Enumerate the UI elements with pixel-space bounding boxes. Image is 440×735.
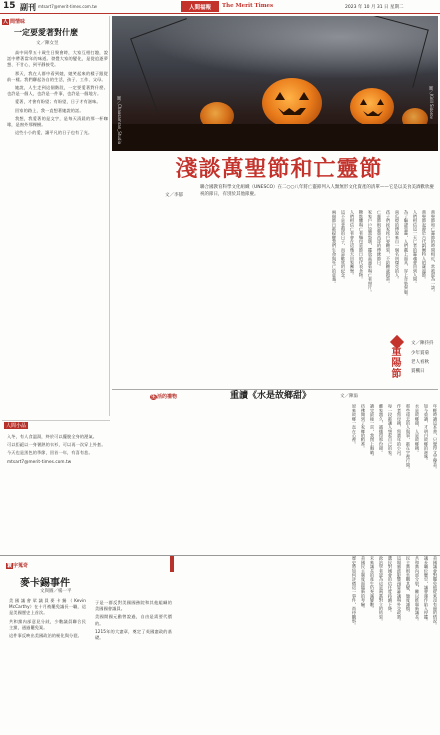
tag-mark: 人 — [3, 19, 9, 25]
paragraph: 1215年的大憲章，奠定了英國憲政的基礎。 — [95, 628, 172, 641]
paragraph: 這件事反映出美國政治的極化與分裂。 — [9, 633, 82, 639]
tag-label: 宇蒐奇 — [13, 563, 29, 569]
article-body — [112, 404, 438, 554]
paragraph: mtsart7@merit-times.com.tw — [7, 458, 72, 464]
photo-credit: 圖／Kirill Sidorov — [429, 86, 434, 119]
paragraph: 她說，人生走到這個階段，一定要愛著對什麼。也許是一個人，也許是一件事，也許是一個地方。 — [7, 85, 108, 97]
paragraph: 美國民主制度面臨新的考驗。 — [361, 556, 366, 611]
paragraph: 那天，我在人群中看到她，她笑起來的樣子跟從前一樣。我們聊起各自的生活，孩子、工作、父母。 — [7, 70, 108, 82]
paragraph: 民主黨則坐觀其變，態度謹慎。 — [406, 556, 411, 615]
photo-credit: 圖／Chaosamran_Studio — [117, 96, 122, 145]
tag-mark: 寰 — [7, 563, 13, 569]
poem-author: 文／陳抖抖 — [411, 341, 434, 346]
column-tag — [6, 562, 28, 569]
paragraph: 美國開國元勳曾說過，自由是需要代價的。 — [95, 614, 172, 626]
article-author: 文／陳溢 — [340, 394, 358, 399]
poem-title: 重陽節 — [389, 346, 400, 379]
poem-line: 少年賞菊 — [411, 351, 429, 356]
paragraph: 萬聖節和亡靈節的時間相近，常被混為一談。 — [431, 210, 436, 294]
pumpkin — [262, 78, 322, 128]
paragraph: 美國議會對罷免他從來沒有過的情況。 — [433, 556, 438, 628]
paragraph: 今天也是黑色的季節，回首一年，有喜有悲。 — [7, 450, 93, 456]
issue-date: 2023 年 10 月 31 日 星期二 — [345, 5, 404, 10]
article-title: 重讀《水是故鄉甜》 — [230, 391, 312, 401]
poem-line: 賞楓日 — [411, 369, 425, 374]
paragraph: 離家越久，越懂得那份甜。 — [379, 404, 384, 455]
paragraph: 為了驅趕惡靈，人們戴上面具、穿上奇裝異服。 — [404, 210, 409, 298]
newspaper-logo: 人間福報 — [181, 1, 219, 12]
paragraph: 我想，我愛著的是文字，是每天清晨的那一杯咖啡，是窗外那棵樹。 — [7, 115, 108, 128]
paragraph: 高中同學五十歲生日聚會時，大家互相打趣，說話中帶著當年的味道。發覺大家的變化，是從追逐夢想、不甘心，到平靜接受。 — [7, 50, 108, 68]
small-column-body — [4, 434, 108, 530]
paragraph: 共和黨內部意見分歧，少數議員聯合民主黨，通過罷免案。 — [9, 618, 86, 630]
paragraph: 萬聖節起源於古代凱爾特人的薩溫節。 — [422, 210, 427, 282]
tag-label: 間情味 — [10, 19, 26, 25]
paragraph: 年輕時讀這本書，只覺得文字優美。 — [433, 404, 438, 472]
paragraph: 政治學者認為這是兩黨對立的結果。 — [379, 556, 384, 624]
article-body — [6, 598, 86, 730]
paragraph: 這些小小的愛，讓平凡的日子也有了光。 — [15, 130, 93, 136]
paragraph: 歷史將如何評價這一事件，尚待觀察。 — [352, 556, 357, 628]
article-body — [92, 600, 172, 732]
paragraph: 水是故鄉甜，人是故鄉親。 — [415, 404, 420, 455]
tag-label: 活的禮物 — [157, 394, 178, 400]
paragraph: 每一段都讓人想起自己的家。 — [388, 404, 393, 459]
poem-line: 老人看秋 — [411, 360, 429, 365]
paragraph: 人們相信這一天亡者的靈魂會回到人間。 — [413, 210, 418, 286]
paragraph: 糖骷髏與亡者麵包是節日的代表食物。 — [359, 210, 364, 282]
paragraph: 人們相信亡者會在這幾天回家團聚。 — [350, 210, 355, 278]
column-tag — [2, 18, 25, 25]
paragraph: 作者寫母親，寫童年的小河。 — [397, 404, 402, 459]
paragraph: 子是一群反對美國國務院和其他組織的美國國會議員。 — [95, 600, 172, 612]
paragraph: 這不是悲傷的日子，而是歡欣的紀念。 — [341, 210, 346, 282]
masthead-english: The Merit Times — [222, 3, 274, 9]
header-email: mtsart7@merit-times.com.tw — [38, 4, 97, 9]
paragraph: 共和黨內部分裂，難以推舉新議長。 — [415, 556, 420, 624]
paragraph: 讀完最後一頁，我閉上眼睛。 — [370, 404, 375, 459]
paragraph: 美國議會眾議員麥卡錫（Kevin McCarthy）在十月被罷免議長一職，這是美國歷史上首次。 — [9, 598, 86, 616]
main-intro: 聯合國教育科學文化組織（UNESCO）在二○○八年將亡靈節列入人類無形文化資產的清單——它是以美食美酒歡欣慶祝的節日，有別於其他節慶。 — [200, 185, 434, 197]
paragraph: 南瓜燈的傳說來自一個名叫傑克的人。 — [395, 210, 400, 282]
paragraph: 議長職位懸空，議會運作陷入停擺。 — [424, 556, 429, 624]
paragraph: 孩子們挨家挨戶要糖果，不給糖就搗蛋。 — [386, 210, 391, 286]
paragraph: 家家戶戶設置祭壇，擺放萬壽菊與亡者照片。 — [368, 210, 373, 294]
article-title: 麥卡錫事件 — [20, 578, 70, 589]
page-number: 15 — [3, 1, 16, 11]
paragraph: 這場風波影響預算審議與外交政策。 — [397, 556, 402, 624]
article-title: 一定要愛著對什麼 — [14, 28, 78, 37]
column-tag — [150, 393, 177, 400]
paragraph: 可以拒絕以一身暑熱的衣衫，可以再一次穿上外套。 — [7, 442, 106, 448]
paragraph: 入冬，有人食溫湯，終於可以擺脫全身的溼氣。 — [7, 434, 98, 439]
paragraph: 如今重讀，才明白故鄉的滋味。 — [424, 404, 429, 463]
article-author: 文與圖／楊一平 — [40, 589, 72, 594]
article-author: 文／陳女昱 — [36, 41, 59, 46]
paragraph: 彷彿聞到了家鄉的稻香。 — [361, 404, 366, 451]
paragraph: 兩個節日都提醒我們生命與死亡的意義。 — [332, 210, 337, 286]
halloween-photo — [112, 16, 438, 151]
paragraph: 回家的路上，我一直想著她說的話。 — [15, 107, 84, 113]
main-headline: 淺談萬聖節和亡靈節 — [175, 156, 383, 182]
tag-mark: 生 — [151, 394, 157, 400]
pumpkin — [350, 88, 394, 126]
paragraph: 選民對國會的信任度持續下降。 — [388, 556, 393, 615]
column-tag: 人間小品 — [6, 423, 27, 429]
paragraph: 原來故鄉一直在心裡。 — [352, 404, 357, 446]
article-body — [4, 50, 108, 418]
section-name: 副刊 — [20, 3, 36, 12]
column-bar — [170, 556, 174, 572]
paragraph: 愛著，才會有盼望；有盼望，日子才有滋味。 — [15, 99, 101, 105]
article-body-vertical — [176, 556, 438, 732]
main-byline: 文／李郁 — [165, 193, 183, 198]
paragraph: 那些遠去的人與事，都在字裡行間。 — [406, 404, 411, 472]
paragraph: 未來議長的產生仍充滿變數。 — [370, 556, 375, 611]
paragraph: 亡靈節則是墨西哥的傳統節日。 — [377, 210, 382, 269]
